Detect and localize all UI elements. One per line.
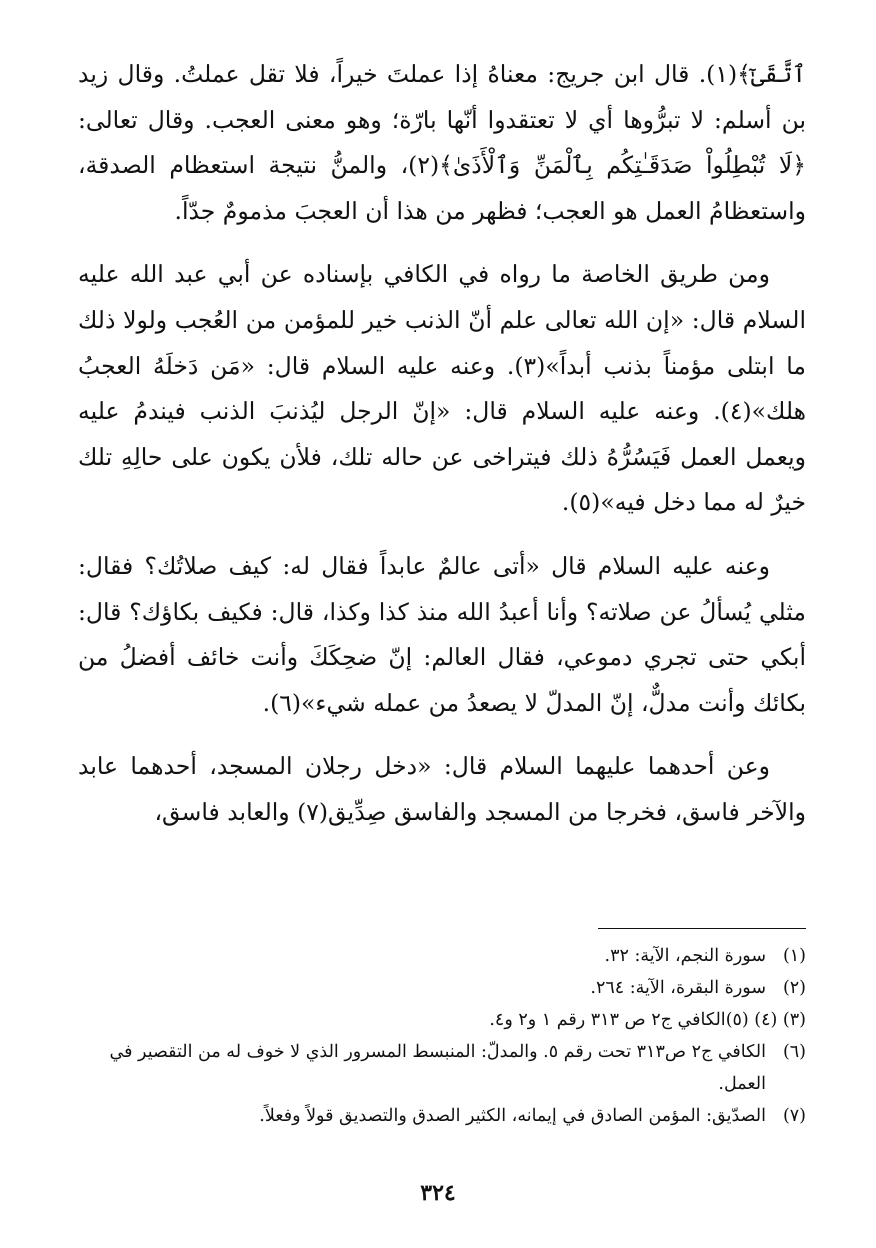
footnote-number: (٣) (٤) (٥) [725, 1010, 806, 1030]
footnote-text: الكافي ج٢ ص ٣١٣ رقم ١ و٢ و٤. [489, 1010, 726, 1030]
footnote-text: سورة البقرة، الآية: ٢٦٤. [590, 978, 766, 998]
page-number: ٣٢٤ [420, 1180, 456, 1206]
footnote-item [78, 940, 806, 972]
footnote-text: سورة النجم، الآية: ٣٢. [604, 946, 766, 966]
footnote-item [78, 1004, 806, 1036]
paragraph-4: وعن أحدهما عليهما السلام قال: «دخل رجلان المسجد، أحدهما عابد والآخر فاسق، فخرجا من المسجد والفاسق صِدِّيق(٧) والعابد فاسق، [78, 752, 806, 826]
footnote-number: (١) [782, 946, 806, 966]
paragraph-2: ومن طريق الخاصة ما رواه في الكافي بإسناده عن أبي عبد الله عليه السلام قال: «إن الله تعالى علم أنّ الذنب خير للمؤمن من العُجب ولولا ذلك ما ابتلى مؤمناً بذنب أبداً»(٣). وعنه عليه السلام قال: «مَن دَخلَهُ العجبُ هلك»(٤). وعنه عليه السلام قال: «إنّ الرجل ليُذنبَ الذنب فيندمُ عليه ويعمل العمل فَيَسُرُّهُ ذلك فيتراخى عن حاله تلك، فلأن يكون على حالِهِ تلك خيرٌ له مما دخل فيه»(٥). [78, 260, 806, 517]
footnote-item [78, 1036, 806, 1100]
paragraph-3: وعنه عليه السلام قال «أتى عالمٌ عابداً فقال له: كيف صلاتُك؟ فقال: مثلي يُسألُ عن صلاته؟ وأنا أعبدُ الله منذ كذا وكذا، قال: فكيف بكاؤك؟ قال: أبكي حتى تجري دموعي، فقال العالم: إنّ ضحِكَكَ وأنت خائف أفضلُ من بكائك وأنت مدلٌّ، إنّ المدلّ لا يصعدُ من عمله شيء»(٦). [78, 551, 806, 717]
footnote-text: الصدّيق: المؤمن الصادق في إيمانه، الكثير الصدق والتصديق قولاً وفعلاً. [259, 1106, 766, 1126]
footnote-number: (٢) [782, 978, 806, 998]
paragraph-1: ٱتَّقَىٰٓ﴾(١). قال ابن جريج: معناهُ إذا عملتَ خيراً، فلا تقل عملتُ. وقال زيد بن أسلم: لا تبرُّوها أي لا تعتقدوا أنّها بارّة؛ وهو معنى العجب. وقال تعالى: ﴿لَا تُبْطِلُواْ صَدَقَـٰتِكُم بِٱلْمَنِّ وَٱلْأَذَىٰ﴾(٢)، والمنُّ نتيجة استعظام الصدقة، واستعظامُ العمل هو العجب؛ فظهر من هذا أن العجبَ مذمومٌ جدّاً. [78, 60, 806, 225]
footnote-number: (٦) [782, 1042, 806, 1062]
main-text [78, 52, 806, 854]
footnotes [78, 940, 806, 1132]
footnote-number: (٧) [782, 1106, 806, 1126]
footnote-text: الكافي ج٢ ص٣١٣ تحت رقم ٥. والمدلّ: المنبسط المسرور الذي لا خوف له من التقصير في العمل. [109, 1042, 766, 1094]
footnote-item [78, 972, 806, 1004]
footnote-divider [598, 928, 806, 929]
footnote-item [78, 1100, 806, 1132]
